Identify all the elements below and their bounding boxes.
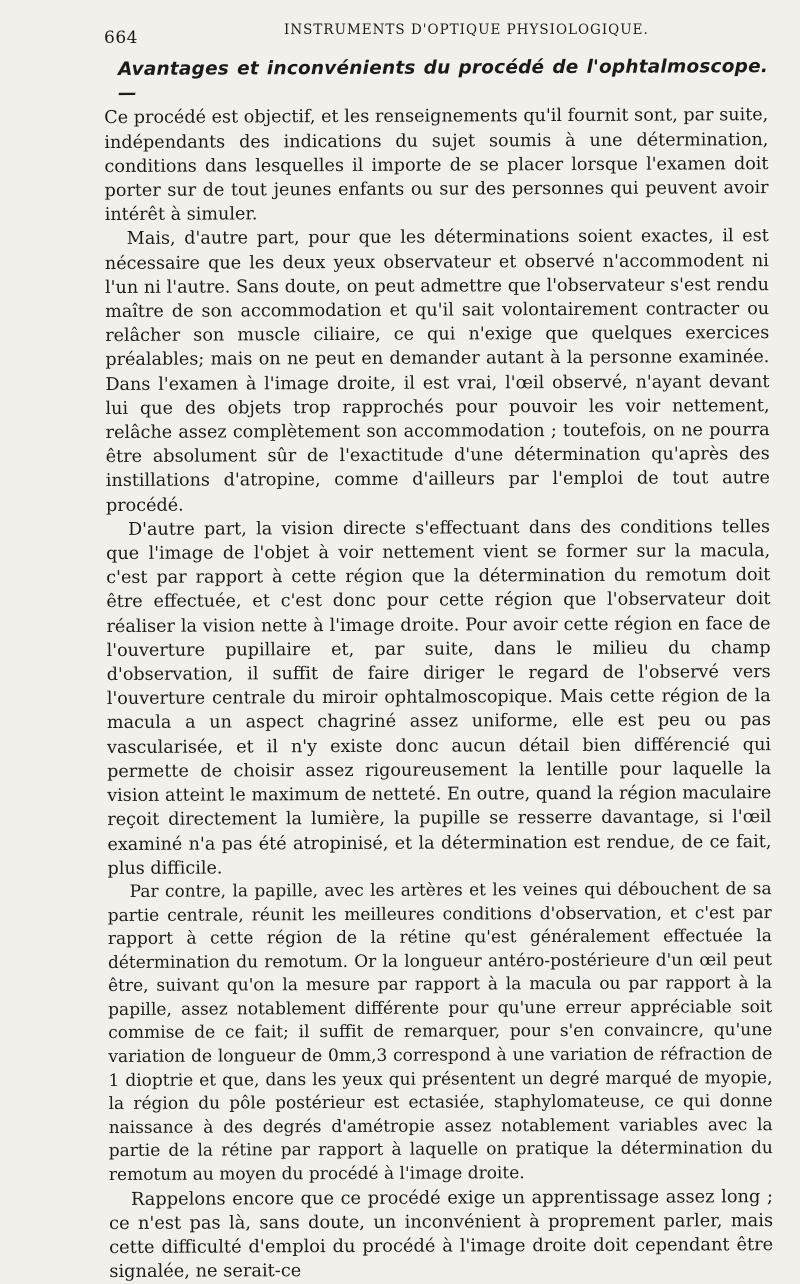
paragraph-apprenticeship: Rappelons encore que ce procédé exige un apprentissage assez long ; ce n'est pas là, sans doute, un inconvénient à proprement parler, mais cette difficulté d'emploi du procédé à l'image droite doit cependant être signalée, ne serait-ce [109, 1185, 774, 1282]
lead-paragraph: Ce procédé est objectif, et les renseignements qu'il fournit sont, par suite, indépendants des indications du sujet soumis à une détermination, conditions dans lesquelles il importe de se placer lorsque l'examen doit porter sur de tout jeunes enfants ou sur des personnes qui peuvent avoir intérêt à simuler. [104, 105, 769, 226]
paragraph-papilla: Par contre, la papille, avec les artères et les veines qui débouchent de sa partie centrale, réunit les meilleures conditions d'observation, et c'est par rapport à cette région de la rétine qu'est généralement effectuée la détermination du remotum. Or la longueur antéro-postérieure d'un œil peut être, suivant qu'on la mesure par rapport à la macula ou par rapport à la papille, assez notablement différente pour qu'une erreur appréciable soit commise de ce fait; il suffit de remarquer, pour s'en convaincre, qu'une variation de longueur de 0mm,3 correspond à une variation de réfraction de 1 dioptrie et que, dans les yeux qui présentent un degré marqué de myopie, la région du pôle postérieur est ectasiée, staphylomateuse, ce qui donne naissance à des degrés d'amétropie assez notablement variables avec la partie de la rétine par rapport à laquelle on pratique la détermination du remotum au moyen du procédé à l'image droite. [107, 879, 773, 1186]
body-text [104, 55, 773, 1284]
running-title: INSTRUMENTS D'OPTIQUE PHYSIOLOGIQUE. [284, 22, 649, 38]
page-number: 664 [104, 28, 138, 48]
section-title: Avantages et inconvénients du procédé de l'ophtalmoscope. — [118, 56, 769, 105]
paragraph-macula: D'autre part, la vision directe s'effectuant dans des conditions telles que l'image de l'objet à voir nettement vient se former sur la macula, c'est par rapport à cette région que la détermination du remotum doit être effectuée, et c'est donc pour cette région que l'observateur doit réaliser la vision nette à l'image droite. Pour avoir cette région en face de l'ouverture pupillaire et, par suite, dans le milieu du champ d'observation, il suffit de faire diriger le regard de l'observé vers l'ouverture centrale du miroir ophtalmoscopique. Mais cette région de la macula a un aspect chagriné assez uniforme, elle est peu ou pas vascularisée, et il n'y existe donc aucun détail bien différencié qui permette de choisir assez rigoureusement la lentille pour laquelle la vision atteint le maximum de netteté. En outre, quand la région maculaire reçoit directement la lumière, la pupille se resserre davantage, si l'œil examiné n'a pas été atropinisé, et la détermination est rendue, de ce fait, plus difficile. [106, 516, 772, 879]
paragraph-accommodation: Mais, d'autre part, pour que les déterminations soient exactes, il est nécessaire que les deux yeux observateur et observé n'accommodent ni l'un ni l'autre. Sans doute, on peut admettre que l'observateur s'est rendu maître de son accommodation et qu'il sait volontairement contracter ou relâcher son muscle ciliaire, ce qui n'exige que quelques exercices préalables; mais on ne peut en demander autant à la personne examinée. Dans l'examen à l'image droite, il est vrai, l'œil observé, n'ayant devant lui que des objets trop rapprochés pour pouvoir les voir nettement, relâche assez complètement son accommodation ; toutefois, on ne pourra être absolument sûr de l'exactitude d'une détermination qu'après des instillations d'atropine, comme d'ailleurs par l'emploi de tout autre procédé. [104, 226, 770, 516]
page-header [104, 18, 764, 52]
